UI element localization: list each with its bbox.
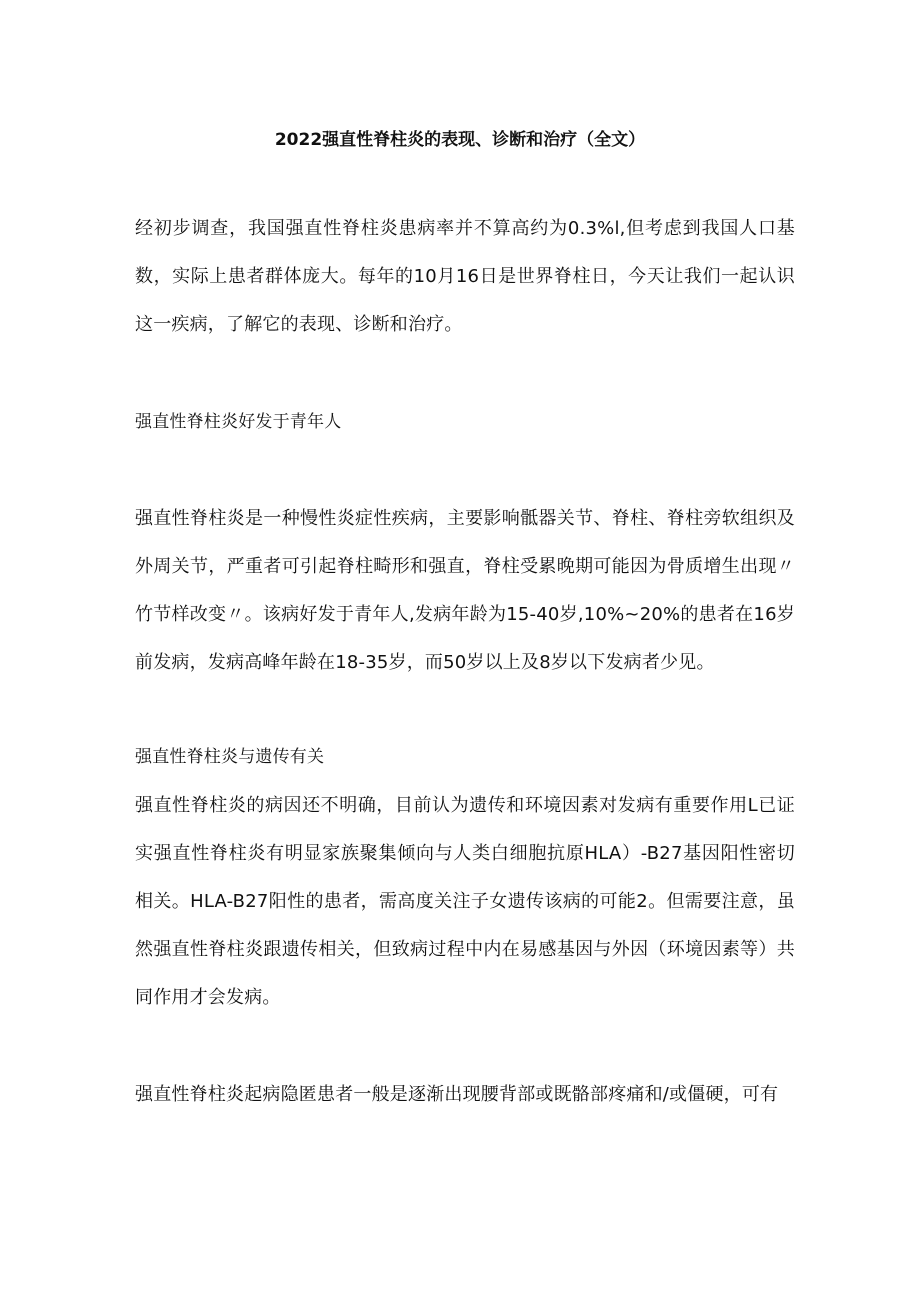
paragraph-text: 强直性脊柱炎起病隐匿患者一般是逐渐出现腰背部或既骼部疼痛和/或僵硬，可有 xyxy=(135,1084,779,1105)
paragraph-onset xyxy=(135,1071,795,1119)
paragraph-disease-description xyxy=(135,495,795,687)
heading-text: 强直性脊柱炎与遗传有关 xyxy=(135,747,325,767)
paragraph-intro xyxy=(135,205,795,349)
paragraph-text: 强直性脊柱炎是一种慢性炎症性疾病，主要影响骶器关节、脊柱、脊柱旁软组织及外周关节，严重者可引起脊柱畸形和强直，脊柱受累晚期可能因为骨质增生出现〃竹节样改变〃。该病好发于青年人,发病年龄为15-40岁,10%~20%的患者在16岁前发病，发病高峰年龄在18-35岁，而50岁以上及8岁以下发病者少见。 xyxy=(135,508,795,673)
paragraph-genetics xyxy=(135,782,795,1022)
document-title: 2022强直性脊柱炎的表现、诊断和治疗（全文） xyxy=(274,130,646,150)
heading-text: 强直性脊柱炎好发于青年人 xyxy=(135,412,342,432)
section-heading-genetics xyxy=(135,733,795,781)
section-heading-young-adults xyxy=(135,398,795,446)
paragraph-text: 强直性脊柱炎的病因还不明确，目前认为遗传和环境因素对发病有重要作用L已证实强直性脊柱炎有明显家族聚集倾向与人类白细胞抗原HLA）-B27基因阳性密切相关。HLA-B27阳性的患者，需高度关注子女遗传该病的可能2。但需要注意，虽然强直性脊柱炎跟遗传相关，但致病过程中内在易感基因与外因（环境因素等）共同作用才会发病。 xyxy=(135,795,795,1008)
paragraph-text: 经初步调查，我国强直性脊柱炎患病率并不算高约为0.3%l,但考虑到我国人口基数，实际上患者群体庞大。每年的10月16日是世界脊柱日，今天让我们一起认识这一疾病，了解它的表现、诊断和治疗。 xyxy=(135,218,795,335)
